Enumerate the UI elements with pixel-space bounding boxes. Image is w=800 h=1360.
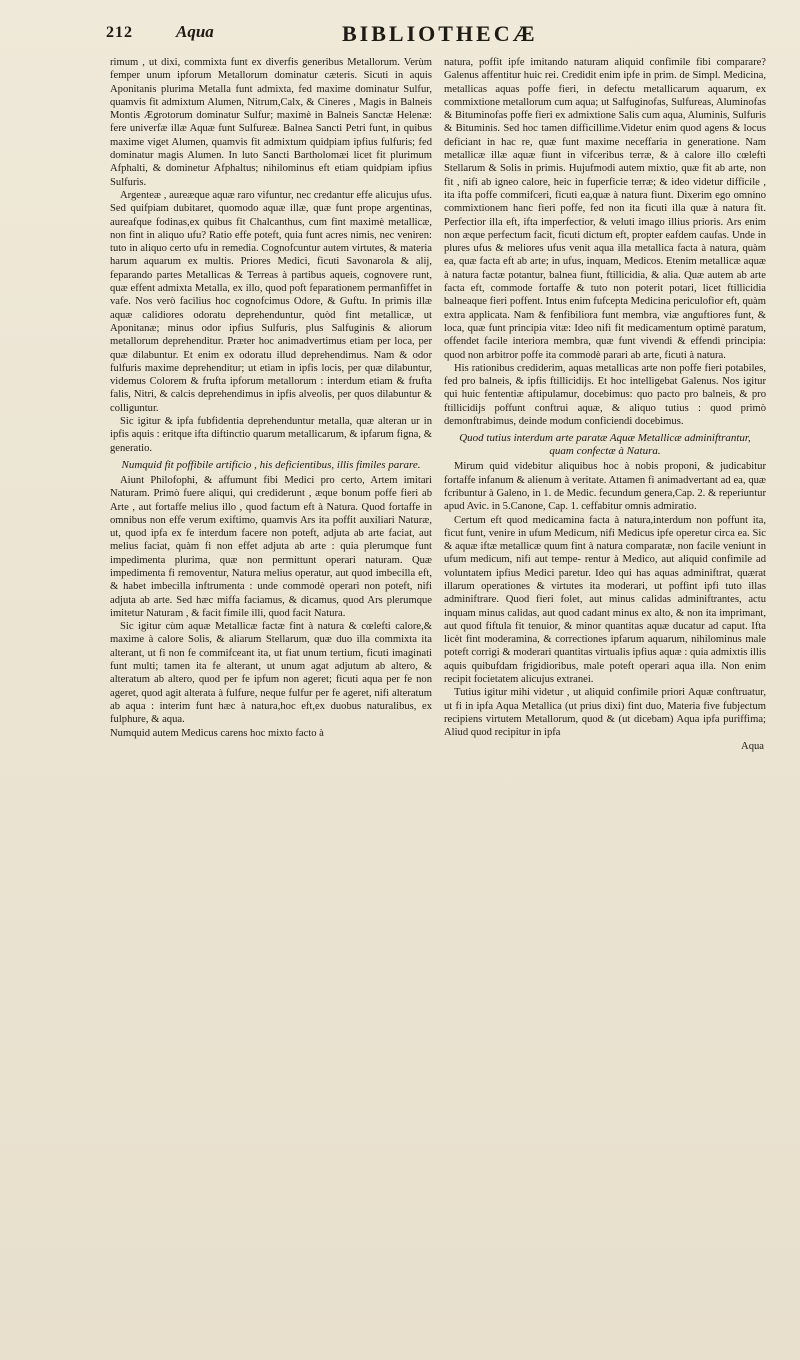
right-paragraph-4: Certum eft quod medicamina facta à natura,interdum non poffunt ita, ficut funt, venire in ufum Medicum, nifi Medicus ipfe operetur circa ea. Sic & aquæ iftæ metallicæ quum fint à natura comparatæ, non facile veniunt in ufum medicum, nifi aut tempe- rentur à Medico, aut aliquid confimile ad voluntatem ipfius Medici paretur. Ideo qui has aquas adminiftrat, quærat illarum operationes & virtutes ita moderari, ut poffint ipfi tuto illas adminiftrare. Quod fieri folet, aut minus calidas adminiftrantes, actu inquam minus calidas, aut quod cadant minus ex alto, & non ita imprimant, aut quod fiftula fit tenuior, & minor quantitas aquæ ducatur ad caput. Ifta licèt fint moderamina, & correctiones ipfarum aquarum, nihilominus male poteft corrigi & moderari quantitas virtualis ipfius aquæ : quia admixtis illis aquis quibufdam frigidioribus, male poteft operari aqua illa. Non enim recipit focietatem alicujus extranei. [444, 514, 766, 686]
right-paragraph-3: Mirum quid videbitur aliquibus hoc à nobis proponi, & judicabitur fortaffe infanum & alienum à veritate. Attamen fi animadvertant ad ea, quæ fcribuntur à Galeno, in 1. de Medic. fecundum genera,Cap. 2. & reperiuntur apud Avic. in 5.Canone, Cap. 1. ceffabitur omnis admiratio. [444, 461, 766, 513]
left-paragraph-3: Sic igitur & ipfa fubfidentia deprehenduntur metalla, quæ alteran ur in ipfis aquis : eritque ifta diftinctio quarum metallicarum, & ipfarum figna, & generatio. [110, 416, 432, 454]
page-header [106, 20, 782, 48]
right-catchword: Aqua [741, 740, 764, 752]
right-column [444, 56, 766, 753]
right-section-heading: Quod tutius interdum arte paratæ Aquæ Metallicæ adminiftrantur, quam confectæ à Natura. [459, 432, 751, 458]
header-catchword: Aqua [176, 22, 214, 41]
left-catchword: Numquid autem Medicus carens hoc mixto facto à [110, 727, 324, 739]
right-paragraph-1: natura, poffit ipfe imitando naturam aliquid confimile fibi comparare? Galenus affentitur huic rei. Credidit enim ipfe in prim. de Simpl. Medicina, metallicas aquas poffe fieri, in defectu metallicarum aquarum, ex commixtione metallorum cum aqua; ut Salfuginofas, Sulfureas, Aluminofas & Bituminofas poffe fieri ex admixtione Salis cum aqua, Aluminis, Sulfuris & Bituminis. Sed hoc tamen difficillime.Videtur enim quod agens & locus deficiant in hac re, quæ funt maxime neceffaria in generatione. Nam metallicæ illæ aquæ fiunt in vifceribus terræ, & à calore illo cœlefti Stellarum & Solis in primis. Hujufmodi autem mixtio, quæ fit ab arte, non fit , nifi ab igneo calore, heic in fuperficie terræ; & ideo videtur difficile , ita ifta poffe commifceri, ficuti ea,quæ à natura fiunt. Dixerim ego omnino commixtionem hanc fieri poffe, fed non ita ficuti illa quæ à natura fit. Perfectior illa eft, ifta imperfectior, & veluti imago illius prioris. Ars enim non æque perfectum facit, ficuti dictum eft, propter eafdem caufas. Unde in plures ufus & meliores ufus venit aqua illa metallica facta à natura, quàm ea, quæ facta eft ab arte; in ufus, inquam, Medicos. Etenim metallicæ aquæ à natura factæ potantur, balnea fiunt, ftillicidia, & alia. Quæ autem ab arte facta eft, commode fortaffe & tuto non poterit potari, licet ftillicidia balneaque fieri poffent. Intus enim fufcepta Medicina periculofior eft, quàm extra applicata. Nam & fenfibiliora funt membra, viæ anguftiores funt, & loca, quæ funt principia vitæ: Ideo nifi fit medicamentum optimè paratum, offendet facile interiora membra, quæ funt vivendi & effendi principia: quod non arbitror poffe ita commodè parari ab arte, ficuti à natura. [444, 57, 766, 361]
left-paragraph-2: Argenteæ , aureæque aquæ raro vifuntur, nec credantur effe alicujus ufus. Sed quifpiam dubitaret, quomodo aquæ illæ, quæ funt prope argentinas, aureafque fodinas,ex quibus fit Chalcanthus, cum fint maximè metallicæ, non fint in aliquo ufu? Ratio effe poteft, quia funt acres nimis, nec veniren: tuto in aliquo certo ufu in remedia. Cognofcuntur autem virtutes, & materia harum aquarum ex multis. Priores Medici, ficuti Savonarola & alij, feparando partes Metallicas & Terreas à partibus aqueis, cognovere runt, quæ effent admixta Metalla, ex illo, quod poft feparationem permanfiffet in vafe. Nos verò facilius hoc cognofcimus Odore, & Guftu. In primis illæ aquæ calidiores odoratu deprehenduntur, quòd fint metallicæ, ut Aponitanæ; minus odor ipfius Sulfuris, plus Salfuginis & aliorum metallorum deprehenditur. Præter hoc animadvertimus etiam per loca, per quæ dilabuntur. Et enim ex odoratu illud deprehendimus. Nam & odor fulfuris maxime deprehenditur; ut etiam in ipfis locis, per quæ dilabuntur, videmus Colorem & frufta ipforum metallorum : interdum etiam & frufta falis, Nitri, & calcis deprehendimus in ipfis alveolis, per quos dilabuntur & colliguntur. [110, 189, 432, 414]
left-paragraph-1: rimum , ut dixi, commixta funt ex diverfis generibus Metallorum. Verùm femper unum ipforum Metallorum dominatur cæteris. Sicuti in aquis Aponitanis plurima Metalla funt admixta, fed maxime dominatur Sulfur, quamvis fit admixtum Alumen, Nitrum,Calx, & Cineres , Magis in Balneis Montis Ægrotorum dominatur Sulfur; maximè in Balneis Sanctæ Helenæ: fere univerfæ illæ Aquæ funt Sulfureæ. Balnea Sancti Petri funt, in quibus maxime viget Alumen, quamvis fit admixtum quidpiam ipfius fulfuris; fed dominatur magis Alumen. In luto Sancti Bartholomæi licet fit plurimum Afphalti, & dominetur Afphaltus; nihilominus eft etiam quidpiam ipfius Sulfuris. [110, 57, 432, 188]
right-paragraph-2: His rationibus crediderim, aquas metallicas arte non poffe fieri potabiles, fed pro balneis, & ipfis ftillicidijs. Et hoc intelligebat Galenus. Nos igitur qui huic fententiæ aftipulamur, docebimus: quo pacto pro balneis, & pro ftillicidijs poffunt conftrui aquæ, & aliquo tutius : quod primò demonftrabimus, deinde modum conficiendi docebimus. [444, 362, 766, 428]
running-title: BIBLIOTHECÆ [342, 21, 538, 46]
right-paragraph-5: Tutius igitur mihi videtur , ut aliquid confimile priori Aquæ conftruatur, ut fi in ipfa Aqua Metallica (ut prius dixi) fint duo, Materia five fubjectum recipiens virtutem Metallorum, quod & (ut dicebam) Aqua ipfa puriffima; Aliud quod recipitur in ipfa [444, 687, 766, 739]
left-section-heading: Numquid fit poffibile artificio , his deficientibus, illis fimiles parare. [121, 458, 421, 471]
left-column [110, 56, 432, 740]
page-number: 212 [106, 24, 133, 41]
left-paragraph-5: Sic igitur cùm aquæ Metallicæ factæ fint à natura & cœlefti calore,& maxime à calore Solis, & aliarum Stellarum, quæ duo illa commixta ita alterant, ut fi non fe commifceant ita, ut fiat unum tertium, ficuti imaginati funt multi; tamen ita fe alterant, ut unum agat adjutum ab altero, & alteratum ab altero, quod per fe ipfum non ageret; ficuti aqua per fe non ageret, quod agit alterata à fulfure, neque fulfur per fe ageret, nifi alteratum ab aqua : interim funt hæc à natura,hoc eft,ex duobus naturalibus, ex fulphure, & aqua. [110, 621, 432, 726]
column-gutter [437, 56, 438, 1346]
left-paragraph-4: Aiunt Philofophi, & affumunt fibi Medici pro certo, Artem imitari Naturam. Primò fuere aliqui, qui crediderunt , æque bonum poffe fieri ab Arte , aut fortaffe melius illo , quod factum eft à Natura. Quod fortaffe in omnibus non effe verum exiftimo, quamvis Ars ita poffit auxiliari Naturæ, ut, quod ipfa ex fe interdum facere non poteft, adjuta ab arte faciat, aut melius faciat, quàm fi non effet adjuta ab arte : quia plerumque funt impedimenta plurima, quæ non permittunt operari naturam. Quæ impedimenta fi removentur, Natura melius operatur, aut quod imbecilla eft, & habet imbecilla inftrumenta : unde commodè operari non poteft, nifi adjuta ab arte. Sed hæc miffa faciamus, & dicamus, quod Ars plerumque imitetur Naturam , & facit fimile illi, quod facit Natura. [110, 474, 432, 619]
